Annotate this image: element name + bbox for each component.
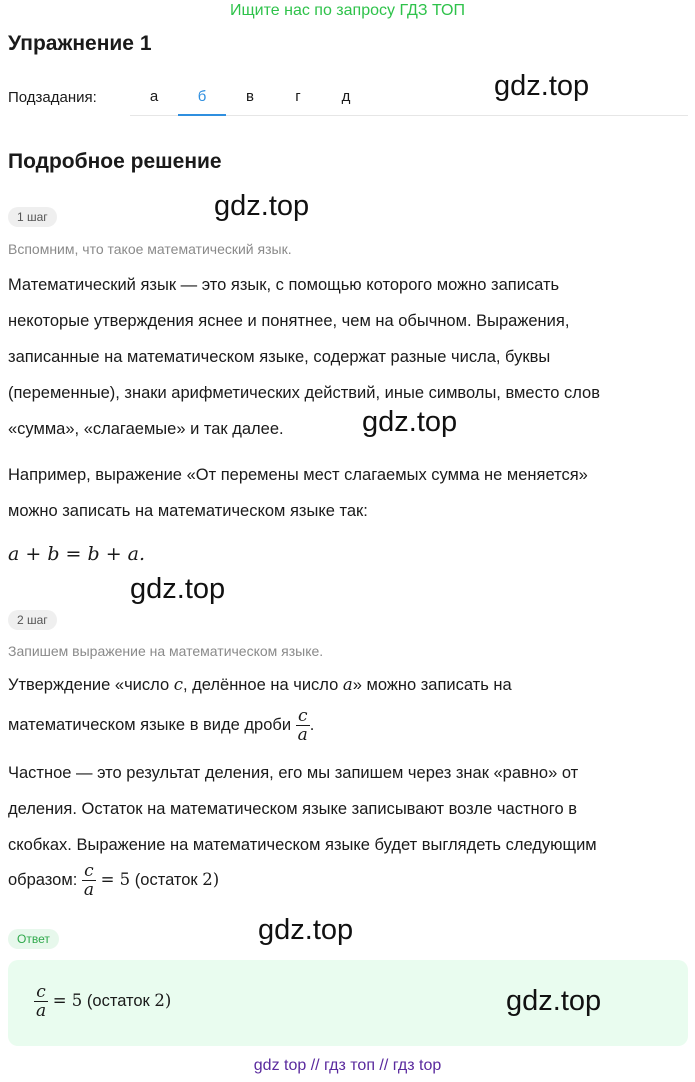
text-span: » можно записать на [352,676,512,694]
solution-heading: Подробное решение [8,150,222,173]
watermark: gdz.top [362,406,458,438]
watermark: gdz.top [214,190,310,222]
watermark: gdz.top [130,573,226,605]
text-line: некоторые утверждения яснее и понятнее, чем на обычном. Выражения, [8,312,570,330]
fraction-denominator: a [83,880,95,901]
footer-links[interactable]: gdz top // гдз топ // гдз top [253,1057,442,1074]
fraction-denominator: a [297,725,308,746]
remainder-word: (остаток [134,871,203,889]
fraction-c-over-a [34,983,48,1020]
remainder-word: (остаток [86,992,155,1010]
tab-v[interactable]: в [246,87,254,105]
step-2-badge: 2 шаг [8,610,57,630]
remainder-value: 2) [154,991,172,1010]
fraction-numerator: c [34,983,48,1002]
equals-five: = 5 [100,870,131,889]
fraction-numerator: c [296,707,310,726]
exercise-title: Упражнение 1 [8,32,152,55]
subtask-tabs [130,78,688,116]
equals-five: = 5 [52,991,83,1010]
text-line: «сумма», «слагаемые» и так далее. [8,420,284,438]
text-span: Утверждение «число [8,676,174,694]
text-span: математическом языке в виде дроби [8,716,296,734]
watermark: gdz.top [258,914,354,946]
step-1-formula: a + b = b + a. [8,543,146,565]
text-line: можно записать на математическом языке так: [8,502,368,520]
text-span: , делённое на число [182,676,343,694]
tab-g[interactable]: г [295,87,301,105]
var-a: a [342,675,353,694]
watermark: gdz.top [494,70,590,102]
subtasks-label: Подзадания: [8,88,97,106]
answer-badge: Ответ [8,929,59,949]
tab-b[interactable]: б [178,78,226,116]
text-line: деления. Остаток на математическом языке записывают возле частного в [8,800,577,818]
text-line: Например, выражение «От перемены мест слагаемых сумма не меняется» [8,466,588,484]
text-line: Математический язык — это язык, с помощью которого можно записать [8,276,560,294]
step-1-badge: 1 шаг [8,207,57,227]
step-1-paragraph-1 [8,267,688,447]
step-2-paragraph-2 [8,755,688,863]
step-2-paragraph-1-line-2: математическом языке в виде дроби $\frac{c}{a}$ . [8,706,315,746]
text-line: скобках. Выражение на математическом языке будет выглядеть следующим [8,836,597,854]
text-line: записанные на математическом языке, содержат разные числа, буквы [8,348,551,366]
step-2-hint: Запишем выражение на математическом языке. [8,643,324,659]
var-c: c [173,675,183,694]
remainder-value: 2) [202,870,220,889]
text-line: (переменные), знаки арифметических действий, иные символы, вместо слов [8,384,600,402]
fraction-denominator: a [36,1001,47,1022]
search-hint-link[interactable]: Ищите нас по запросу ГДЗ ТОП [230,2,465,19]
watermark: gdz.top [506,985,602,1017]
tab-d[interactable]: д [341,87,351,105]
fraction-c-over-a [296,707,310,744]
text-line: Частное — это результат деления, его мы запишем через знак «равно» от [8,764,579,782]
step-2-paragraph-2-last [8,857,688,903]
answer-formula [34,978,334,1024]
fraction-c-over-a [82,862,96,899]
step-2-paragraph-1 [8,670,688,700]
step-1-paragraph-2 [8,457,688,529]
tab-a[interactable]: а [149,87,159,105]
step-1-hint: Вспомним, что такое математический язык. [8,241,292,257]
text-span: образом: [8,871,82,889]
fraction-numerator: c [82,862,96,881]
